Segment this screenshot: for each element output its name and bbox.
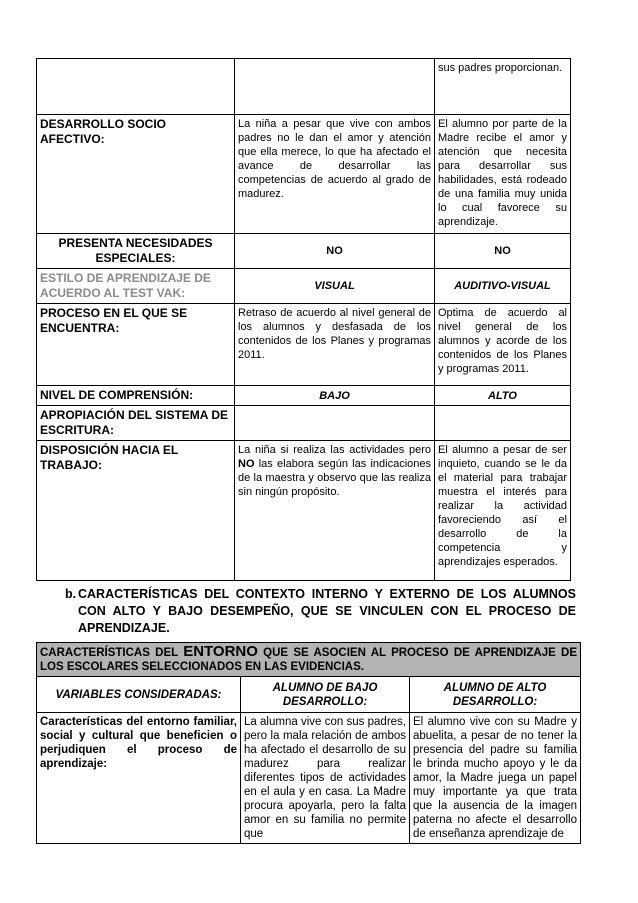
- column-header-bajo: ALUMNO DE BAJO DESARROLLO:: [241, 677, 410, 713]
- cell-text: La alumna vive con sus padres, pero la mala relación de ambos ha afectado el desarrollo de su madurez para realizar diferentes tipos de actividades en el aula y en casa. La Madre procura apoyarla, pero la falta amor en su familia no permite que: [241, 713, 410, 844]
- emphasis-no: NO: [238, 458, 255, 470]
- cell-value: NO: [435, 234, 571, 269]
- cell-text: sus padres proporcionan.: [435, 59, 571, 115]
- cell-text: Optima de acuerdo al nivel general de los alumnos y acorde de los contenidos de los Planes y programas 2011.: [435, 304, 571, 386]
- cell-text: La niña a pesar que vive con ambos padres no le dan el amor y atención que ella merece, lo que ha afectado el avance de desarrollar las competencias de acuerdo al grado de madurez.: [235, 115, 435, 234]
- cell-value: VISUAL: [235, 269, 435, 304]
- cell-value: ALTO: [435, 386, 571, 406]
- cell-text: El alumno a pesar de ser inquieto, cuando se le da el material para trabajar muestra el interés para realizar la actividad favoreciendo así el desarrollo de la competencia y aprendizajes esperados.: [435, 441, 571, 581]
- row-label-escritura: APROPIACIÓN DEL SISTEMA DE ESCRITURA:: [37, 406, 235, 441]
- table-row: [37, 713, 581, 844]
- table-row: [37, 406, 571, 441]
- row-label-proceso: PROCESO EN EL QUE SE ENCUENTRA:: [37, 304, 235, 386]
- table-header-row: [37, 643, 581, 677]
- table-row: [37, 386, 571, 406]
- column-header-alto: ALUMNO DE ALTO DESARROLLO:: [410, 677, 581, 713]
- table-row: [37, 304, 571, 386]
- cell-value: AUDITIVO-VISUAL: [435, 269, 571, 304]
- row-label-comprension: NIVEL DE COMPRENSIÓN:: [37, 386, 235, 406]
- cell-text: La niña si realiza las actividades pero NO las elabora según las indicaciones de la maestra y observo que las realiza sin ningún propósito.: [235, 441, 435, 581]
- section-heading: [65, 586, 576, 637]
- cell-text: Retraso de acuerdo al nivel general de los alumnos y desfasada de los contenidos de los Planes y programas 2011.: [235, 304, 435, 386]
- context-table-title: CARACTERÍSTICAS DEL ENTORNO QUE SE ASOCIEN AL PROCESO DE APRENDIZAJE DE LOS ESCOLARES SELECCIONADOS EN LAS EVIDENCIAS.: [37, 643, 581, 677]
- row-label-disposicion: DISPOSICIÓN HACIA EL TRABAJO:: [37, 441, 235, 581]
- column-header-row: [37, 677, 581, 713]
- row-label-socio-afectivo: DESARROLLO SOCIO AFECTIVO:: [37, 115, 235, 234]
- cell-text: El alumno por parte de la Madre recibe el amor y atención que necesita para desarrollar sus habilidades, está rodeado de una familia muy unida lo cual favorece su aprendizaje.: [435, 115, 571, 234]
- cell-text: El alumno vive con su Madre y abuelita, a pesar de no tener la presencia del padre su familia le brinda mucho apoyo y le da amor, la Madre juega un papel muy importante ya que trata que la ausencia de la imagen paterna no afecte el desarrollo de enseñanza aprendizaje de: [410, 713, 581, 844]
- section-title: CARACTERÍSTICAS DEL CONTEXTO INTERNO Y EXTERNO DE LOS ALUMNOS CON ALTO Y BAJO DESEMPEÑO, QUE SE VINCULEN CON EL PROCESO DE APRENDIZAJE.: [78, 587, 576, 635]
- table-row: [37, 269, 571, 304]
- cell-value: NO: [235, 234, 435, 269]
- row-label-estilo: ESTILO DE APRENDIZAJE DE ACUERDO AL TEST VAK:: [37, 269, 235, 304]
- table-row: [37, 441, 571, 581]
- cell-value: BAJO: [235, 386, 435, 406]
- table-row: [37, 59, 571, 115]
- row-label-entorno: Características del entorno familiar, social y cultural que beneficien o perjudiquen el proceso de aprendizaje:: [37, 713, 241, 844]
- context-table: [36, 642, 581, 844]
- section-letter: b.: [65, 587, 77, 601]
- column-header-variables: VARIABLES CONSIDERADAS:: [37, 677, 241, 713]
- row-label-necesidades: PRESENTA NECESIDADES ESPECIALES:: [37, 234, 235, 269]
- table-row: [37, 234, 571, 269]
- student-comparison-table: [36, 58, 571, 581]
- table-row: [37, 115, 571, 234]
